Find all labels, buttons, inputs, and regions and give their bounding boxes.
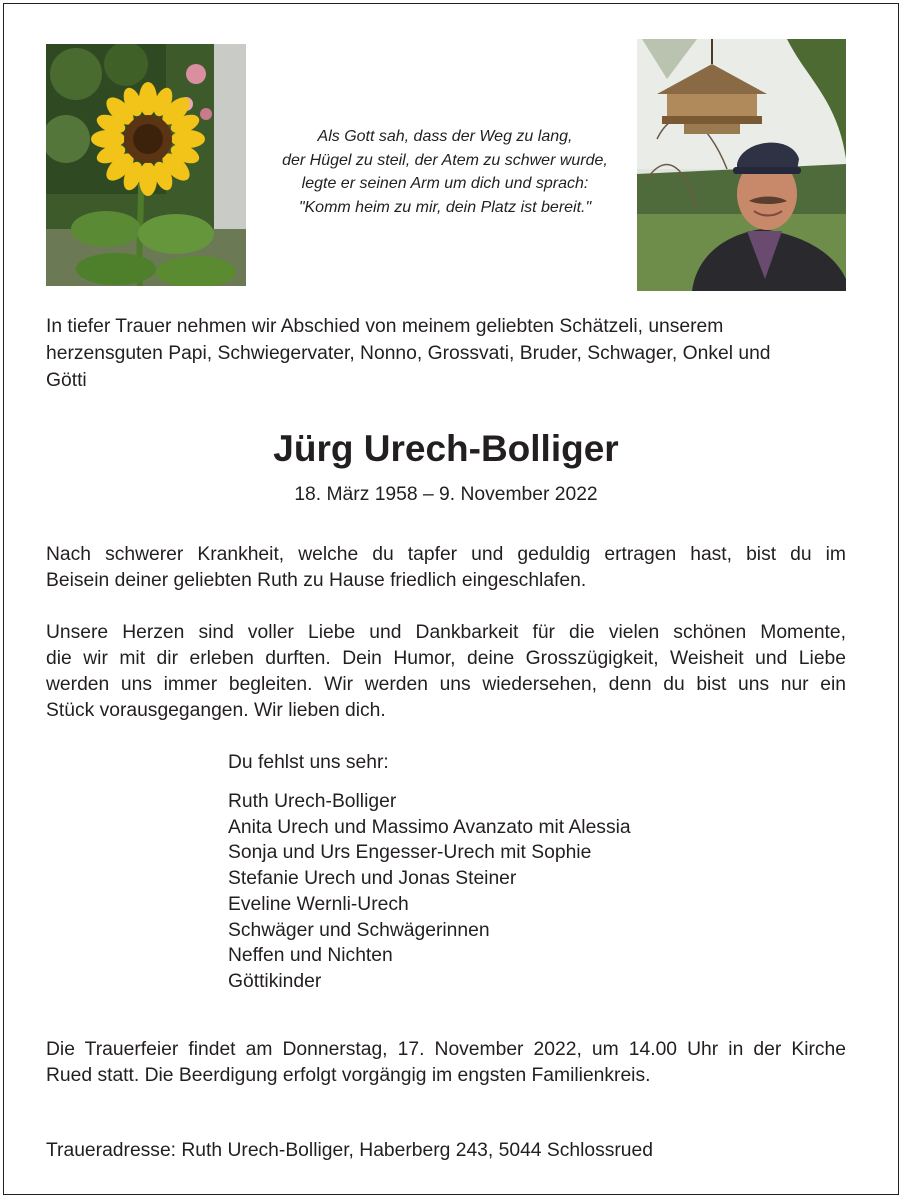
portrait-photo [637,39,846,291]
intro-line: herzensguten Papi, Schwiegervater, Nonno, Grossvati, Bruder, Schwager, Onkel und [46,343,771,364]
intro-line: In tiefer Trauer nehmen wir Abschied von meinem geliebten Schätzeli, unserem [46,316,724,337]
poem-line: Als Gott sah, dass der Weg zu lang, [317,128,573,145]
paragraph-line: Nach schwerer Krankheit, welche du tapfer und geduldig ertragen hast, bist du im [46,544,846,565]
paragraph-line: werden uns immer begleiten. Wir werden uns wiedersehen, denn du bist uns nur ein [46,674,846,695]
paragraph-line: Beisein deiner geliebten Ruth zu Hause friedlich eingeschlafen. [46,570,587,591]
family-member: Sonja und Urs Engesser-Urech mit Sophie [228,842,592,864]
poem-line: der Hügel zu steil, der Atem zu schwer wurde, [282,151,608,169]
poem-line: "Komm heim zu mir, dein Platz ist bereit." [298,198,592,216]
paragraph-line: Unsere Herzen sind voller Liebe und Dankbarkeit für die vielen schönen Momente, [46,622,846,643]
gratitude-paragraph [46,620,846,724]
family-list [228,789,631,995]
poem [252,125,638,219]
family-member: Göttikinder [228,970,322,992]
paragraph-line: Stück vorausgegangen. Wir lieben dich. [46,700,386,721]
family-member: Neffen und Nichten [228,945,393,967]
ceremony-paragraph [46,1037,846,1089]
family-heading: Du fehlst uns sehr: [228,752,389,773]
life-dates: 18. März 1958 – 9. November 2022 [294,484,598,505]
family-member: Ruth Urech-Bolliger [228,791,397,812]
intro-text [46,313,846,394]
paragraph-line: Die Trauerfeier findet am Donnerstag, 17. November 2022, um 14.00 Uhr in der Kirche [46,1039,846,1060]
intro-line: Götti [46,370,87,391]
passing-paragraph [46,542,846,594]
sunflower-photo [46,44,246,286]
family-member: Anita Urech und Massimo Avanzato mit Alessia [228,816,631,838]
deceased-name: Jürg Urech-Bolliger [273,428,619,469]
family-member: Eveline Wernli-Urech [228,893,409,915]
mourning-address: Traueradresse: Ruth Urech-Bolliger, Haberberg 243, 5044 Schlossrued [46,1140,653,1161]
poem-line: legte er seinen Arm um dich und sprach: [301,175,589,192]
paragraph-line: die wir mit dir erleben durften. Dein Humor, deine Grosszügigkeit, Weisheit und Liebe [46,648,846,669]
obituary-page [3,3,899,1195]
family-member: Stefanie Urech und Jonas Steiner [228,868,517,890]
family-member: Schwäger und Schwägerinnen [228,919,490,941]
paragraph-line: Rued statt. Die Beerdigung erfolgt vorgängig im engsten Familienkreis. [46,1065,651,1086]
